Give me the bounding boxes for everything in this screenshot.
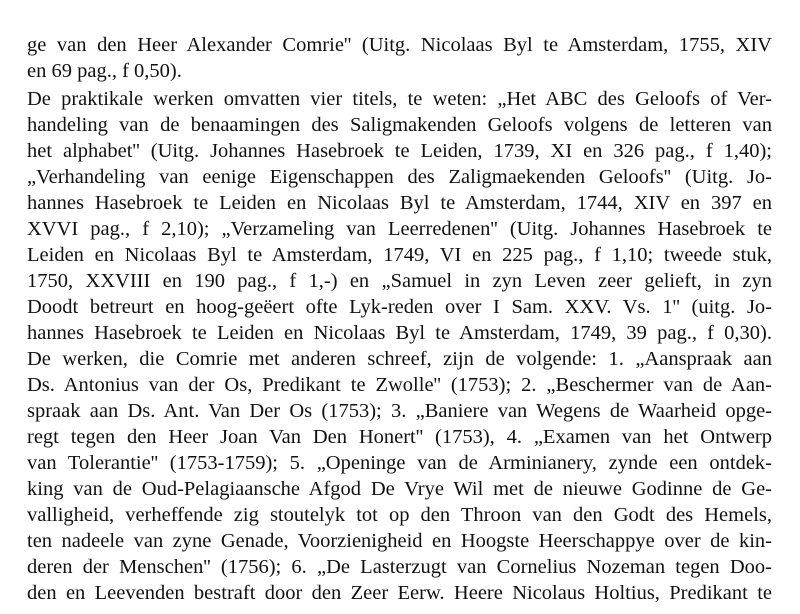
text-line: ten nadeele van zyne Genade, Voorzienigheid en Hoogste Heerschappye over de kin- <box>27 530 772 552</box>
text-line: „Verhandeling van eenige Eigenschappen des Zaligmaekenden Geloofs'' (Uitg. Jo- <box>27 166 772 188</box>
text-line: 1750, XXVIII en 190 pag., f 1,-) en „Samuel in zyn Leven zeer gelieft, in zyn <box>27 270 772 292</box>
text-line: spraak aan Ds. Ant. Van Der Os (1753); 3. „Baniere van Wegens de Waarheid opge- <box>27 400 772 422</box>
text-line: king van de Oud-Pelagiaansche Afgod De Vrye Wil met de nieuwe Godinne de Ge- <box>27 478 772 500</box>
text-line: den en Leevenden bestraft door den Zeer Eerw. Heere Nicolaus Holtius, Predikant te <box>27 582 772 604</box>
text-line: het alphabet'' (Uitg. Johannes Hasebroek te Leiden, 1739, XI en 326 pag., f 1,40); <box>27 140 772 162</box>
text-line: Doodt betreurt en hoog-geëert ofte Lyk-reden over I Sam. XXV. Vs. 1'' (uitg. Jo- <box>27 296 772 318</box>
text-line: regt tegen den Heer Joan Van Den Honert'' (1753), 4. „Examen van het Ontwerp <box>27 426 772 448</box>
text-line: handeling van de benaamingen des Saligmakenden Geloofs volgens de letteren van <box>27 114 772 136</box>
text-line: hannes Hasebroek te Leiden en Nicolaas Byl te Amsterdam, 1749, 39 pag., f 0,30). <box>27 322 772 344</box>
text-line: valligheid, verheffende zig stoutelyk tot op den Throon van den Godt des Hemels, <box>27 504 772 526</box>
text-line: hannes Hasebroek te Leiden en Nicolaas Byl te Amsterdam, 1744, XIV en 397 en <box>27 192 772 214</box>
text-line: Leiden en Nicolaas Byl te Amsterdam, 1749, VI en 225 pag., f 1,10; tweede stuk, <box>27 244 772 266</box>
text-line: deren der Menschen'' (1756); 6. „De Lasterzugt van Cornelius Nozeman tegen Doo- <box>27 556 772 578</box>
text-line: ge van den Heer Alexander Comrie'' (Uitg. Nicolaas Byl te Amsterdam, 1755, XIV <box>27 34 772 56</box>
text-line: De praktikale werken omvatten vier titels, te weten: „Het ABC des Geloofs of Ver- <box>27 88 772 110</box>
text-line: van Tolerantie'' (1753-1759); 5. „Openinge van de Arminianery, zynde een ontdek- <box>27 452 772 474</box>
text-line: XVVI pag., f 2,10); „Verzameling van Leerredenen'' (Uitg. Johannes Hasebroek te <box>27 218 772 240</box>
text-line: en 69 pag., f 0,50). <box>27 60 182 82</box>
text-line: Ds. Antonius van der Os, Predikant te Zwolle'' (1753); 2. „Beschermer van de Aan- <box>27 374 772 396</box>
text-line: De werken, die Comrie met anderen schreef, zijn de volgende: 1. „Aanspraak aan <box>27 348 772 370</box>
